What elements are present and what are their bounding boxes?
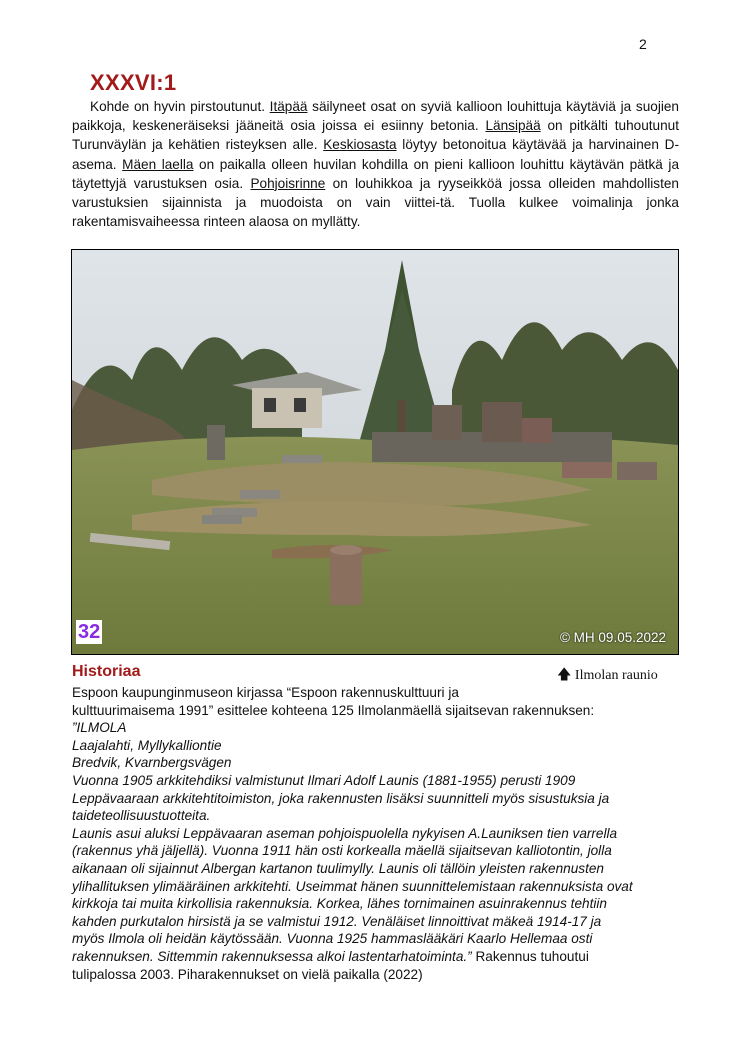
history-text	[72, 684, 702, 983]
quote-line: kirkkoja tai muita kirkollisia rakennuksia. Korkea, lähes tornimainen asuinrakennus tehtiin	[72, 896, 607, 912]
quote-line: taideteollisuustuotteita.	[72, 808, 211, 824]
intro-text: on paikalla olleen huvilan kohdilla on pieni kallioon louhittu käytävän pätkä ja täytettyjä varustuksen osia.	[72, 156, 680, 191]
intro-term-keskiosasta: Keskiosasta	[323, 137, 397, 153]
section-title: XXXVI:1	[90, 70, 177, 95]
photo-caption-text: Ilmolan raunio	[574, 668, 658, 683]
quote-line: aikanaan oli sijainnut Albergan kartanon tuulimylly. Launis oli tällöin yleisten rakennusten	[72, 860, 604, 876]
ruin-photo	[71, 249, 679, 655]
photo-number: 32	[78, 621, 101, 643]
history-line	[72, 948, 702, 966]
quote-line: (rakennus yhä jäljellä). Vuonna 1911 hän osti korkealla mäellä sijaitsevan kalliotontin, jolla	[72, 843, 612, 859]
intro-text: Kohde on hyvin pirstoutunut.	[90, 99, 270, 114]
intro-term-maen-laella: Mäen laella	[122, 156, 194, 172]
ruin-photo-image	[72, 250, 678, 654]
history-line: Rakennus tuhoutui	[471, 948, 589, 964]
intro-term-itapaa: Itäpää	[269, 99, 308, 114]
arrow-up-icon: 🡅	[557, 667, 572, 683]
quote-line: rakennuksen. Sittemmin rakennuksessa alkoi lastentarhatoiminta.”	[72, 948, 472, 964]
intro-term-pohjoisrinne: Pohjoisrinne	[250, 175, 326, 191]
history-line: kulttuurimaisema 1991” esittelee kohteena 125 Ilmolanmäellä sijaitsevan rakennuksen:	[72, 702, 595, 718]
intro-text: löytyy betonoitua käytävää ja harvinainen D-asema.	[72, 137, 679, 172]
quote-line: Bredvik, Kvarnbergsvägen	[72, 755, 232, 771]
quote-line: Laajalahti, Myllykalliontie	[72, 737, 222, 753]
quote-line: ylihallituksen ylimääräinen arkkitehti. Useimmat hänen suunnittelemistaan rakennuksista ovat	[72, 878, 633, 894]
history-heading: Historiaa	[72, 663, 141, 680]
quote-line: kahden purkutalon hirsistä ja se valmistui 1912. Venäläiset linnoittivat mäkeä 1914-17 ja	[72, 913, 602, 929]
history-line: Espoon kaupunginmuseon kirjassa “Espoon rakennuskulttuuri ja	[72, 685, 459, 700]
quote-line: Leppävaaraan arkkitehtitoimiston, joka rakennusten lisäksi suunnitteli myös sisustuksia ja	[72, 790, 610, 806]
quote-line: Launis asui aluksi Leppävaaran aseman pohjoispuolella nykyisen A.Launiksen tien varrella	[72, 825, 618, 841]
intro-text: säilyneet osat on syviä kallioon louhittuja käytäviä ja suojien paikkoja, keskeneräiseksi jääneitä osia joissa ei esiinny betonia.	[72, 99, 679, 134]
intro-text: on pitkälti tuhoutunut Turunväylän ja kehätien risteyksen alle.	[72, 118, 680, 153]
quote-line: ”ILMOLA	[72, 720, 127, 736]
photo-copyright: © MH 09.05.2022	[559, 630, 666, 645]
intro-paragraph	[72, 97, 679, 231]
quote-line: Vuonna 1905 arkkitehdiksi valmistunut Ilmari Adolf Launis (1881-1955) perusti 1909	[72, 772, 576, 788]
history-line: tulipalossa 2003. Piharakennukset on vielä paikalla (2022)	[72, 966, 423, 982]
intro-term-lansipaa: Länsipää	[485, 118, 541, 134]
page-number: 2	[639, 36, 647, 52]
quote-line: myös Ilmola oli heidän käytössään. Vuonna 1925 hammaslääkäri Kaarlo Hellemaa osti	[72, 931, 593, 947]
intro-text: on louhikkoa ja ryyseikköä jossa olleiden mahdollisten varustuksien sijainnista ja muodoista on vain viittei-tä. Tuolla kulkee voimalinja jonka rakentamisvaiheessa rinteen alaosa on myllätty.	[72, 175, 679, 230]
